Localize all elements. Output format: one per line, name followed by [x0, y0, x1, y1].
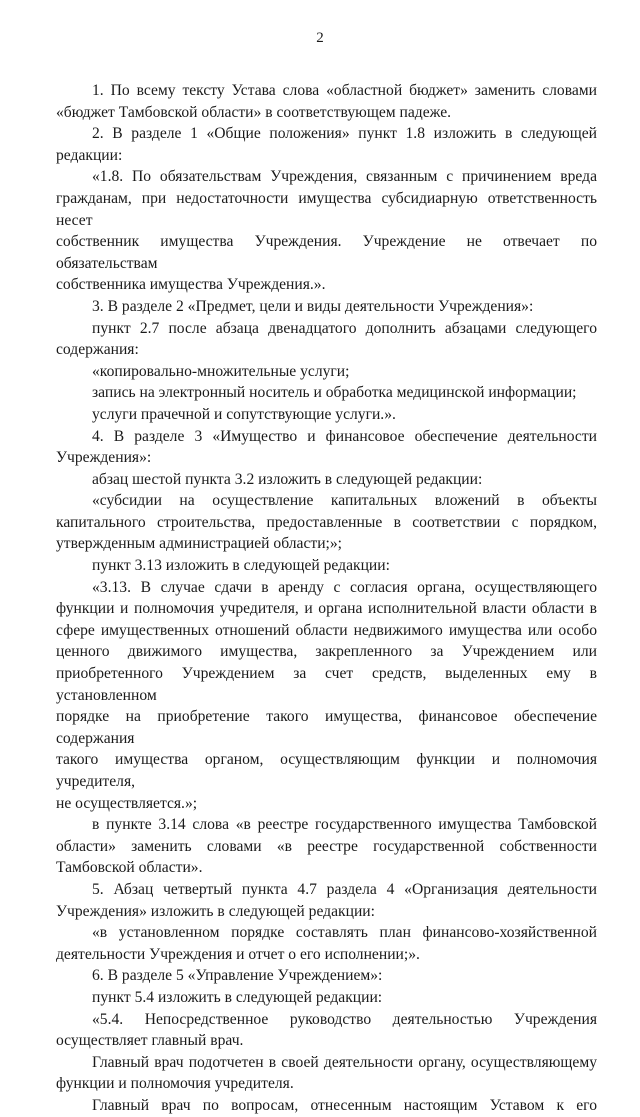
text-line: содержания:: [56, 341, 139, 359]
text-line: «бюджет Тамбовской области» в соответствующем падеже.: [56, 103, 452, 121]
text-line: приобретенного Учреждением за счет средств, выделенных ему в установленном: [56, 665, 597, 704]
text-line: Учреждения» изложить в следующей редакции:: [56, 902, 375, 920]
text-line: пункт 2.7 после абзаца двенадцатого дополнить абзацами следующего: [92, 319, 597, 337]
text-line: «3.13. В случае сдачи в аренду с согласия органа, осуществляющего: [92, 578, 597, 596]
text-line: сфере имущественных отношений области недвижимого имущества или особо: [56, 621, 597, 639]
text-line: 6. В разделе 5 «Управление Учреждением»:: [92, 967, 383, 985]
page-number: 2: [316, 30, 324, 46]
text-line: Учреждения»:: [56, 449, 152, 467]
text-line: такого имущества органом, осуществляющим функции и полномочия учредителя,: [56, 751, 597, 790]
text-line: Главный врач по вопросам, отнесенным настоящим Уставом к его: [92, 1096, 597, 1114]
text-line: «5.4. Непосредственное руководство деятельностью Учреждения: [92, 1010, 597, 1028]
text-line: не осуществляется.»;: [56, 794, 198, 812]
text-line: осуществляет главный врач.: [56, 1032, 244, 1050]
text-line: функции и полномочия учредителя.: [56, 1075, 294, 1093]
text-line: редакции:: [56, 146, 123, 164]
text-line: деятельности Учреждения и отчет о его исполнении;».: [56, 945, 420, 963]
text-line: капитального строительства, предоставленные в соответствии с порядком,: [56, 513, 597, 531]
document-body: [56, 80, 597, 1117]
text-line: ценного движимого имущества, закрепленного за Учреждением или: [56, 643, 597, 661]
text-line: утвержденным администрацией области;»;: [56, 535, 343, 553]
text-line: 5. Абзац четвертый пункта 4.7 раздела 4 «Организация деятельности: [92, 880, 597, 898]
text-line: пункт 3.13 изложить в следующей редакции:: [92, 557, 390, 575]
text-line: области» заменить словами «в реестре государственной собственности: [56, 837, 597, 855]
text-line: 4. В разделе 3 «Имущество и финансовое обеспечение деятельности: [92, 427, 597, 445]
text-line: запись на электронный носитель и обработка медицинской информации;: [92, 384, 577, 402]
text-line: «копировально-множительные услуги;: [92, 362, 350, 380]
text-line: абзац шестой пункта 3.2 изложить в следующей редакции:: [92, 470, 483, 488]
text-line: «в установленном порядке составлять план финансово-хозяйственной: [92, 924, 597, 942]
text-line: пункт 5.4 изложить в следующей редакции:: [92, 988, 383, 1006]
text-line: «1.8. По обязательствам Учреждения, связанным с причинением вреда: [92, 168, 597, 186]
text-line: Главный врач подотчетен в своей деятельности органу, осуществляющему: [92, 1053, 597, 1071]
text-line: собственник имущества Учреждения. Учреждение не отвечает по обязательствам: [56, 233, 597, 272]
text-line: порядке на приобретение такого имущества, финансовое обеспечение содержания: [56, 708, 597, 747]
text-line: Тамбовской области».: [56, 859, 203, 877]
text-line: гражданам, при недостаточности имущества субсидиарную ответственность несет: [56, 189, 597, 229]
text-line: «субсидии на осуществление капитальных вложений в объекты: [92, 492, 597, 510]
text-line: 2. В разделе 1 «Общие положения» пункт 1.8 изложить в следующей: [92, 125, 597, 143]
text-line: 1. По всему тексту Устава слова «областной бюджет» заменить словами: [92, 82, 597, 99]
text-line: функции и полномочия учредителя, и органа исполнительной власти области в: [56, 600, 597, 618]
text-line: 3. В разделе 2 «Предмет, цели и виды деятельности Учреждения»:: [92, 297, 534, 315]
text-line: в пункте 3.14 слова «в реестре государственного имущества Тамбовской: [92, 816, 597, 834]
text-line: собственника имущества Учреждения.».: [56, 276, 326, 294]
text-line: услуги прачечной и сопутствующие услуги.».: [92, 405, 396, 423]
